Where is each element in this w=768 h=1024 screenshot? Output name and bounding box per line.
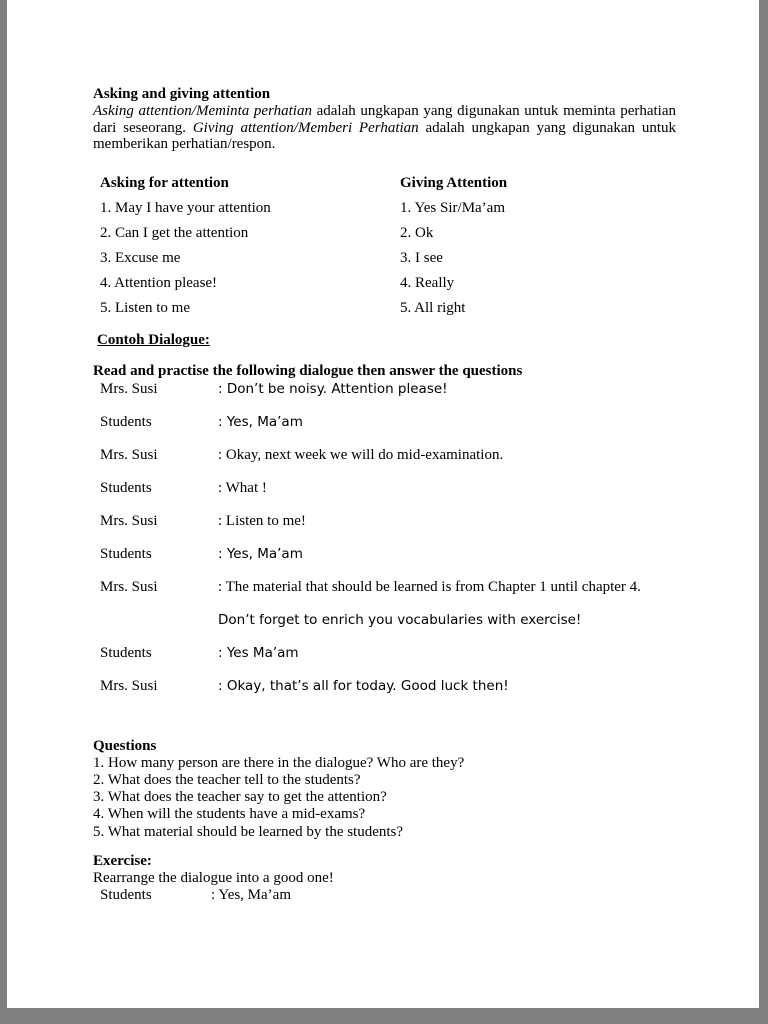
asking-item: 1. May I have your attention (100, 199, 271, 216)
dialogue-text: : Okay, that’s all for today. Good luck then! (218, 677, 509, 694)
asking-item: 2. Can I get the attention (100, 224, 249, 241)
questions-heading: Questions (93, 737, 157, 754)
expressions-header-row (100, 175, 676, 192)
dialogue (93, 380, 676, 696)
dialogue-text: : Yes, Ma’am (218, 413, 303, 430)
asking-item: 5. Listen to me (100, 299, 190, 316)
dialogue-row (93, 413, 676, 432)
giving-item: 5. All right (400, 299, 466, 316)
dialogue-text: Don’t forget to enrich you vocabularies with exercise! (218, 611, 582, 628)
expressions-row (100, 300, 676, 317)
intro-text-2: adalah ungkapan yang digunakan untuk memberikan perhatian/respon. (93, 119, 676, 152)
expressions-row (100, 250, 676, 267)
dialogue-row (93, 380, 676, 399)
contoh-dialogue-heading: Contoh Dialogue: (97, 331, 210, 348)
doc-title: Asking and giving attention (93, 86, 271, 102)
dialogue-row (93, 578, 676, 597)
intro-paragraph (93, 103, 676, 153)
question-item: 1. How many person are there in the dialogue? Who are they? (93, 754, 465, 771)
giving-item: 2. Ok (400, 224, 434, 241)
questions-section (93, 738, 676, 841)
expressions-row (100, 275, 676, 292)
dialogue-text: : Yes, Ma’am (218, 545, 303, 562)
exercise-instruction: Rearrange the dialogue into a good one! (93, 869, 334, 886)
dialogue-row (93, 545, 676, 564)
dialogue-row (93, 479, 676, 498)
asking-item: 4. Attention please! (100, 274, 218, 291)
giving-item: 4. Really (400, 274, 455, 291)
expressions-table (93, 175, 676, 317)
question-item: 4. When will the students have a mid-exams? (93, 806, 366, 823)
dialogue-row (93, 644, 676, 663)
giving-item: 1. Yes Sir/Ma’am (400, 199, 506, 216)
dialogue-speaker: Students (100, 413, 152, 430)
dialogue-speaker: Mrs. Susi (100, 512, 158, 529)
dialogue-row (93, 611, 676, 630)
expressions-row (100, 200, 676, 217)
question-item: 5. What material should be learned by the students? (93, 823, 404, 840)
dialogue-row (93, 446, 676, 465)
exercise-section (93, 853, 676, 905)
question-item: 3. What does the teacher say to get the attention? (93, 789, 387, 806)
dialogue-speaker: Mrs. Susi (100, 446, 158, 463)
giving-item: 3. I see (400, 249, 443, 266)
dialogue-text: : Okay, next week we will do mid-examination. (218, 446, 504, 463)
dialogue-row (93, 512, 676, 531)
asking-item: 3. Excuse me (100, 249, 181, 266)
dialogue-row (93, 677, 676, 696)
giving-header: Giving Attention (400, 174, 508, 191)
dialogue-text: : What ! (218, 479, 267, 496)
dialogue-speaker: Mrs. Susi (100, 380, 158, 397)
expressions-row (100, 225, 676, 242)
intro-text-1: adalah ungkapan yang digunakan untuk meminta perhatian dari seseorang. (93, 103, 676, 136)
dialogue-speaker: Mrs. Susi (100, 578, 158, 595)
dialogue-text: : Listen to me! (218, 512, 306, 529)
dialogue-speaker: Students (100, 545, 152, 562)
dialogue-speaker: Students (100, 479, 152, 496)
dialogue-heading: Read and practise the following dialogue then answer the questions (93, 362, 523, 379)
asking-header: Asking for attention (100, 174, 229, 191)
dialogue-speaker: Students (100, 887, 152, 904)
intro-term-asking: Asking attention/Meminta perhatian (93, 103, 312, 119)
dialogue-speaker: Students (100, 644, 152, 661)
dialogue-text: : Yes, Ma’am (211, 887, 292, 904)
dialogue-text: : Don’t be noisy. Attention please! (218, 380, 448, 397)
exercise-dialogue-row (93, 887, 676, 904)
dialogue-text: : The material that should be learned is from Chapter 1 until chapter 4. (218, 578, 641, 595)
dialogue-speaker (100, 611, 218, 630)
dialogue-speaker: Mrs. Susi (100, 677, 158, 694)
question-item: 2. What does the teacher tell to the students? (93, 771, 361, 788)
dialogue-text: : Yes Ma’am (218, 644, 299, 661)
document-page (7, 0, 759, 1008)
intro-term-giving: Giving attention/Memberi Perhatian (192, 119, 419, 136)
exercise-heading: Exercise: (93, 852, 152, 869)
